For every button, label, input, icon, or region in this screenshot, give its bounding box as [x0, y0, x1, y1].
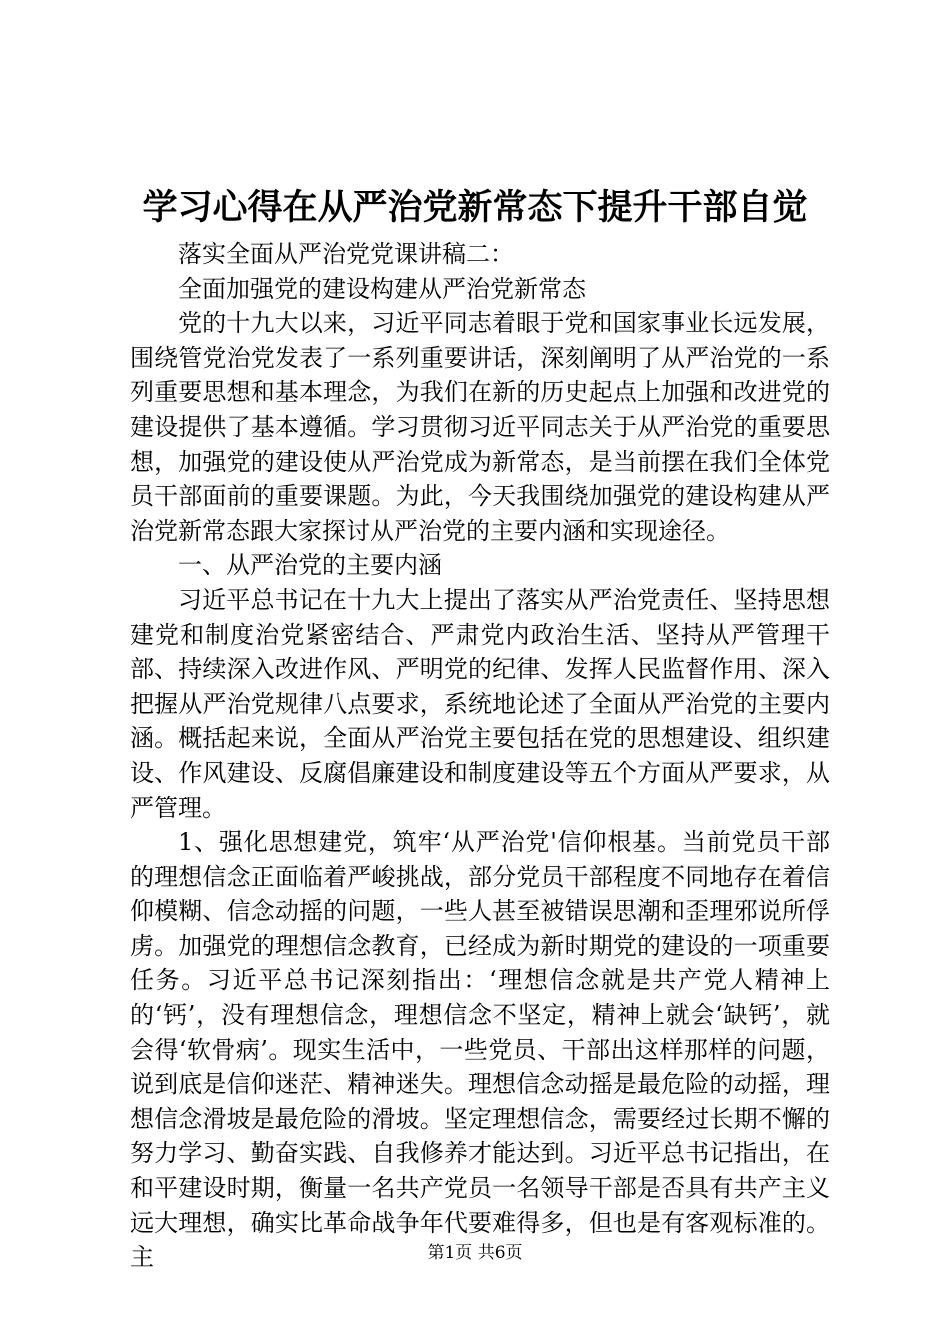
document-body: [130, 237, 830, 1275]
paragraph-content-2: 1、强化思想建党，筑牢‘从严治党'信仰根基。当前党员干部的理想信念正面临着严峻挑战，部分党员干部程度不同地存在着信仰模糊、信念动摇的问题，一些人甚至被错误思潮和歪理邪说所俘虏。加强党的理想信念教育，已经成为新时期党的建设的一项重要任务。习近平总书记深刻指出：‘理想信念就是共产党人精神上的‘钙’，没有理想信念，理想信念不坚定，精神上就会‘缺钙’，就会得‘软骨病’。现实生活中，一些党员、干部出这样那样的问题，说到底是信仰迷茫、精神迷失。理想信念动摇是最危险的动摇，理想信念滑坡是最危险的滑坡。坚定理想信念，需要经过长期不懈的努力学习、勤奋实践、自我修养才能达到。习近平总书记指出，在和平建设时期，衡量一名共产党员一名领导干部是否具有共产主义远大理想，确实比革命战争年代要难得多，但也是有客观标准的。主: [130, 828, 830, 1272]
document-title: 学习心得在从严治党新常态下提升干部自觉: [142, 187, 808, 228]
page-number-footer: 第1页 共6页: [427, 1243, 523, 1263]
paragraph-subtitle-2: 全面加强党的建设构建从严治党新常态: [178, 274, 586, 303]
paragraph-intro: 党的十九大以来，习近平同志着眼于党和国家事业长远发展，围绕管党治党发表了一系列重要讲话，深刻阐明了从严治党的一系列重要思想和基本理念，为我们在新的历史起点上加强和改进党的建设提供了基本遵循。学习贯彻习近平同志关于从严治党的重要思想，加强党的建设使从严治党成为新常态，是当前摆在我们全体党员干部面前的重要课题。为此，今天我围绕加强党的建设构建从严治党新常态跟大家探讨从严治党的主要内涵和实现途径。: [130, 309, 830, 545]
paragraph-content-1: 习近平总书记在十九大上提出了落实从严治党责任、坚持思想建党和制度治党紧密结合、严肃党内政治生活、坚持从严管理干部、持续深入改进作风、严明党的纪律、发挥人民监督作用、深入把握从严治党规律八点要求，系统地论述了全面从严治党的主要内涵。概括起来说，全面从严治党主要包括在党的思想建设、组织建设、作风建设、反腐倡廉建设和制度建设等五个方面从严要求，从严管理。: [130, 585, 830, 822]
section-heading: 一、从严治党的主要内涵: [178, 551, 442, 580]
paragraph-subtitle-1: 落实全面从严治党党课讲稿二：: [178, 240, 514, 268]
